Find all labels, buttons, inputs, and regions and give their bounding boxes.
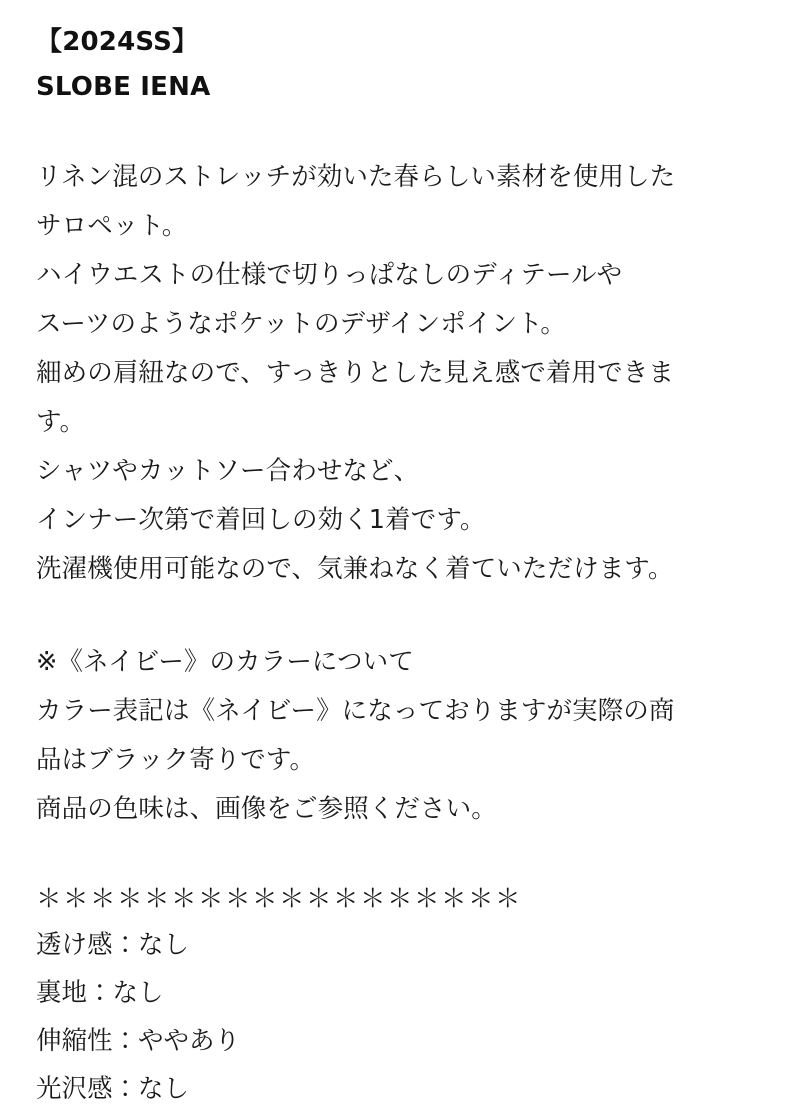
description-line: リネン混のストレッチが効いた春らしい素材を使用した	[36, 153, 747, 202]
description-line: インナー次第で着回しの効く1着です。	[36, 496, 747, 545]
description-block	[36, 153, 747, 594]
description-line: スーツのようなポケットのデザインポイント。	[36, 300, 747, 349]
color-note-line: 品はブラック寄りです。	[36, 736, 747, 785]
color-note-line: ※《ネイビー》のカラーについて	[36, 638, 747, 687]
spec-line: 光沢感：なし	[36, 1066, 747, 1113]
spec-line: 透け感：なし	[36, 922, 747, 970]
description-line: ハイウエストの仕様で切りっぱなしのディテールや	[36, 251, 747, 300]
color-note-line: 商品の色味は、画像をご参照ください。	[36, 785, 747, 834]
description-line: 細めの肩紐なので、すっきりとした見え感で着用できま	[36, 349, 747, 398]
spec-line: 伸縮性：ややあり	[36, 1018, 747, 1066]
description-line: す。	[36, 398, 747, 447]
brand-name: SLOBE IENA	[36, 65, 747, 110]
description-spacer	[36, 608, 747, 638]
description-line: シャツやカットソー合わせなど、	[36, 447, 747, 496]
heading-spacer	[36, 127, 747, 153]
spec-line: 裏地：なし	[36, 970, 747, 1018]
asterisk-divider: ＊＊＊＊＊＊＊＊＊＊＊＊＊＊＊＊＊＊	[36, 878, 747, 922]
color-note-spacer	[36, 848, 747, 878]
spec-block	[36, 878, 747, 1113]
color-note-block	[36, 638, 747, 834]
season-tag: 【2024SS】	[36, 20, 747, 65]
heading-block	[36, 20, 747, 109]
description-line: サロペット。	[36, 202, 747, 251]
description-line: 洗濯機使用可能なので、気兼ねなく着ていただけます。	[36, 545, 747, 594]
color-note-line: カラー表記は《ネイビー》になっておりますが実際の商	[36, 687, 747, 736]
